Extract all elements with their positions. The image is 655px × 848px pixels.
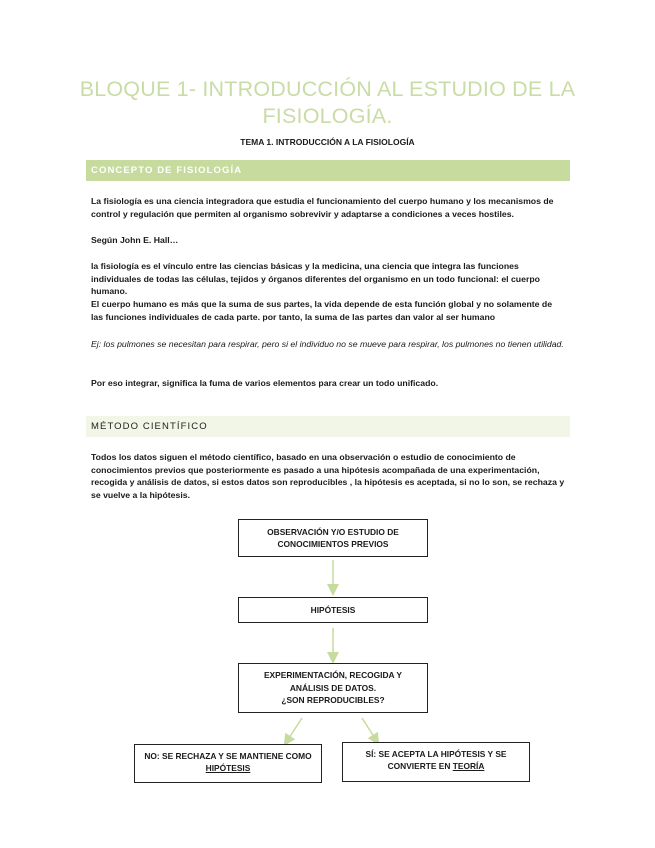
flow-box-rechaza-link: HIPÓTESIS <box>205 763 251 774</box>
flow-box-acepta-text: SÍ: SE ACEPTA LA HIPÓTESIS Y SE <box>365 749 507 759</box>
section-heading-metodo: MÉTODO CIENTÍFICO <box>86 416 570 437</box>
section-heading-concepto: CONCEPTO DE FISIOLOGÍA <box>86 160 570 181</box>
flow-box-hipotesis: HIPÓTESIS <box>238 597 428 623</box>
paragraph-metodo: Todos los datos siguen el método científico, basado en una observación o estudio de conocimiento de conocimientos previos que posteriormente es pasado a una hipótesis acompañada de una experimentación, recogida y análisis de datos, si estos datos son reproducibles , la hipótesis es aceptada, si no lo son, se rechaza y se vuelve a la hipótesis. <box>91 452 565 500</box>
title-line-1: BLOQUE 1- INTRODUCCIÓN AL ESTUDIO DE LA <box>79 77 576 101</box>
flow-box-experimentacion-line2: ANÁLISIS DE DATOS. <box>289 682 377 693</box>
flow-box-observacion <box>238 519 428 557</box>
flow-box-acepta-line2 <box>365 760 506 772</box>
flow-box-experimentacion <box>238 663 428 713</box>
paragraph-integrar: Por eso integrar, significa la fuma de varios elementos para crear un todo unificado. <box>91 378 439 388</box>
paragraph-cuerpo: El cuerpo humano es más que la suma de sus partes, la vida depende de esta función global y no solamente de las funciones individuales de cada parte. por tanto, la suma de las partes dan valor al ser humano <box>91 299 553 322</box>
paragraph-definition: La fisiología es una ciencia integradora que estudia el funcionamiento del cuerpo humano y los mecanismos de control y regulación que permiten al organismo sobrevivir y adaptarse a condiciones a veces hostiles. <box>91 196 554 219</box>
flow-box-acepta-text2: CONVIERTE EN <box>387 761 451 772</box>
arrow-4 <box>362 718 376 740</box>
arrow-3 <box>287 718 302 741</box>
flow-box-rechaza-text: NO: SE RECHAZA Y SE MANTIENE COMO <box>144 751 312 761</box>
flow-box-rechaza <box>134 744 322 783</box>
paragraph-hall: Según John E. Hall… <box>91 235 179 245</box>
paragraph-example: Ej: los pulmones se necesitan para respirar, pero si el individuo no se mueve para respirar, los pulmones no tienen utilidad. <box>91 339 564 349</box>
flow-box-acepta-link: TEORÍA <box>452 761 485 772</box>
title-line-2: FISIOLOGÍA. <box>262 104 393 128</box>
paragraph-vinculo: la fisiología es el vínculo entre las ciencias básicas y la medicina, una ciencia que integra las funciones individuales de todas las células, tejidos y órganos diferentes del organismo en un todo funcional: el cuerpo humano. <box>91 261 540 297</box>
flow-box-acepta <box>342 742 530 782</box>
page-subtitle: TEMA 1. INTRODUCCIÓN A LA FISIOLOGÍA <box>240 137 415 147</box>
flow-box-observacion-line1: OBSERVACIÓN Y/O ESTUDIO DE <box>267 526 399 537</box>
flow-box-experimentacion-line1: EXPERIMENTACIÓN, RECOGIDA Y <box>263 670 403 681</box>
flow-box-observacion-line2: CONOCIMIENTOS PREVIOS <box>277 539 389 549</box>
flow-box-experimentacion-line3: ¿SON REPRODUCIBLES? <box>281 695 385 706</box>
